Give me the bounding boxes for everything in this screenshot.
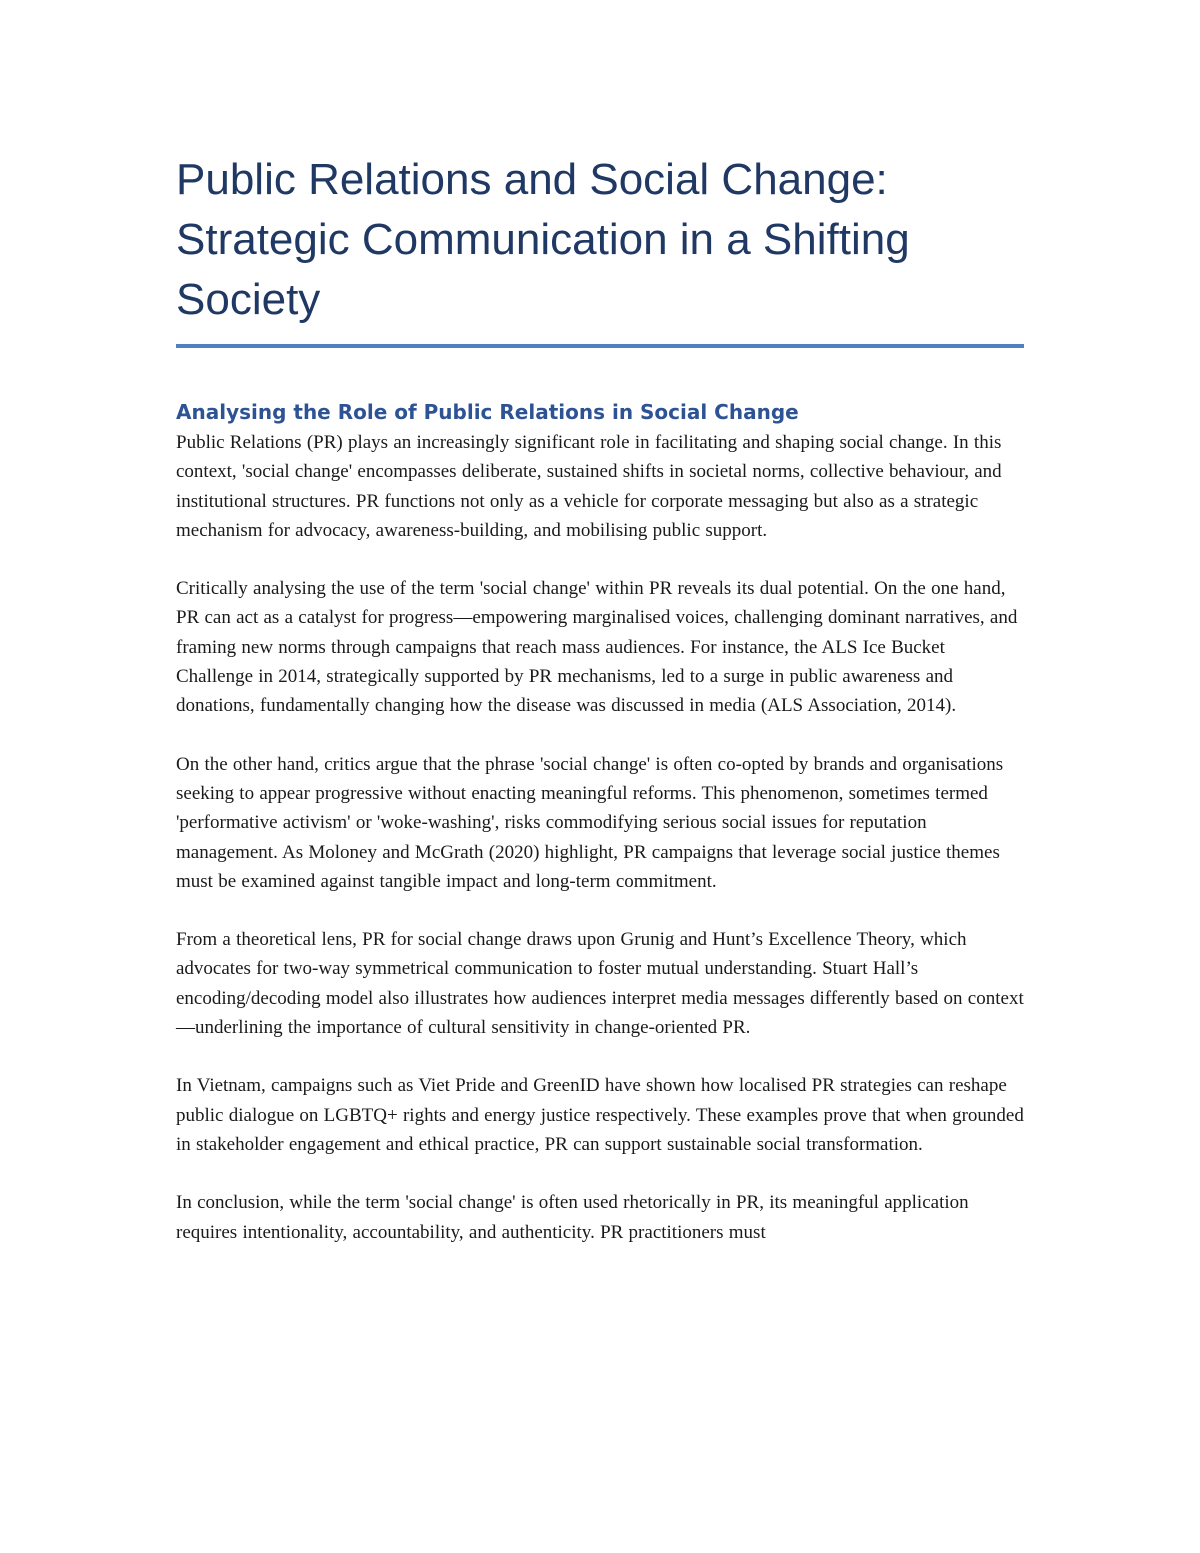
paragraph-dual-potential: Critically analysing the use of the term 'social change' within PR reveals its dual potential. On the one hand, PR can act as a catalyst for progress—empowering marginalised voices, challenging dominant narratives, and framing new norms through campaigns that reach mass audiences. For instance, the ALS Ice Bucket Challenge in 2014, strategically supported by PR mechanisms, led to a surge in public awareness and donations, fundamentally changing how the disease was discussed in media (ALS Association, 2014). — [176, 578, 1018, 717]
section-heading: Analysing the Role of Public Relations in Social Change — [176, 400, 799, 424]
paragraph-conclusion: In conclusion, while the term 'social change' is often used rhetorically in PR, its meaningful application requires intentionality, accountability, and authenticity. PR practitioners must — [176, 1192, 969, 1243]
title-divider — [176, 344, 1024, 348]
document-body — [176, 150, 1024, 1247]
document-title: Public Relations and Social Change: Strategic Communication in a Shifting Society — [176, 155, 910, 324]
paragraph-critics: On the other hand, critics argue that the phrase 'social change' is often co-opted by brands and organisations seeking to appear progressive without enacting meaningful reforms. This phenomenon, sometimes termed 'performative activism' or 'woke-washing', risks commodifying serious social issues for reputation management. As Moloney and McGrath (2020) highlight, PR campaigns that leverage social justice themes must be examined against tangible impact and long-term commitment. — [176, 753, 1004, 892]
paragraph-vietnam: In Vietnam, campaigns such as Viet Pride and GreenID have shown how localised PR strategies can reshape public dialogue on LGBTQ+ rights and energy justice respectively. These examples prove that when grounded in stakeholder engagement and ethical practice, PR can support sustainable social transformation. — [176, 1075, 1024, 1155]
paragraph-intro: Public Relations (PR) plays an increasingly significant role in facilitating and shaping social change. In this context, 'social change' encompasses deliberate, sustained shifts in societal norms, collective behaviour, and institutional structures. PR functions not only as a vehicle for corporate messaging but also as a strategic mechanism for advocacy, awareness-building, and mobilising public support. — [176, 432, 1002, 541]
paragraph-theory: From a theoretical lens, PR for social change draws upon Grunig and Hunt’s Excellence Theory, which advocates for two-way symmetrical communication to foster mutual understanding. Stuart Hall’s encoding/decoding model also illustrates how audiences interpret media messages differently based on context—underlining the importance of cultural sensitivity in change-oriented PR. — [176, 929, 1024, 1039]
